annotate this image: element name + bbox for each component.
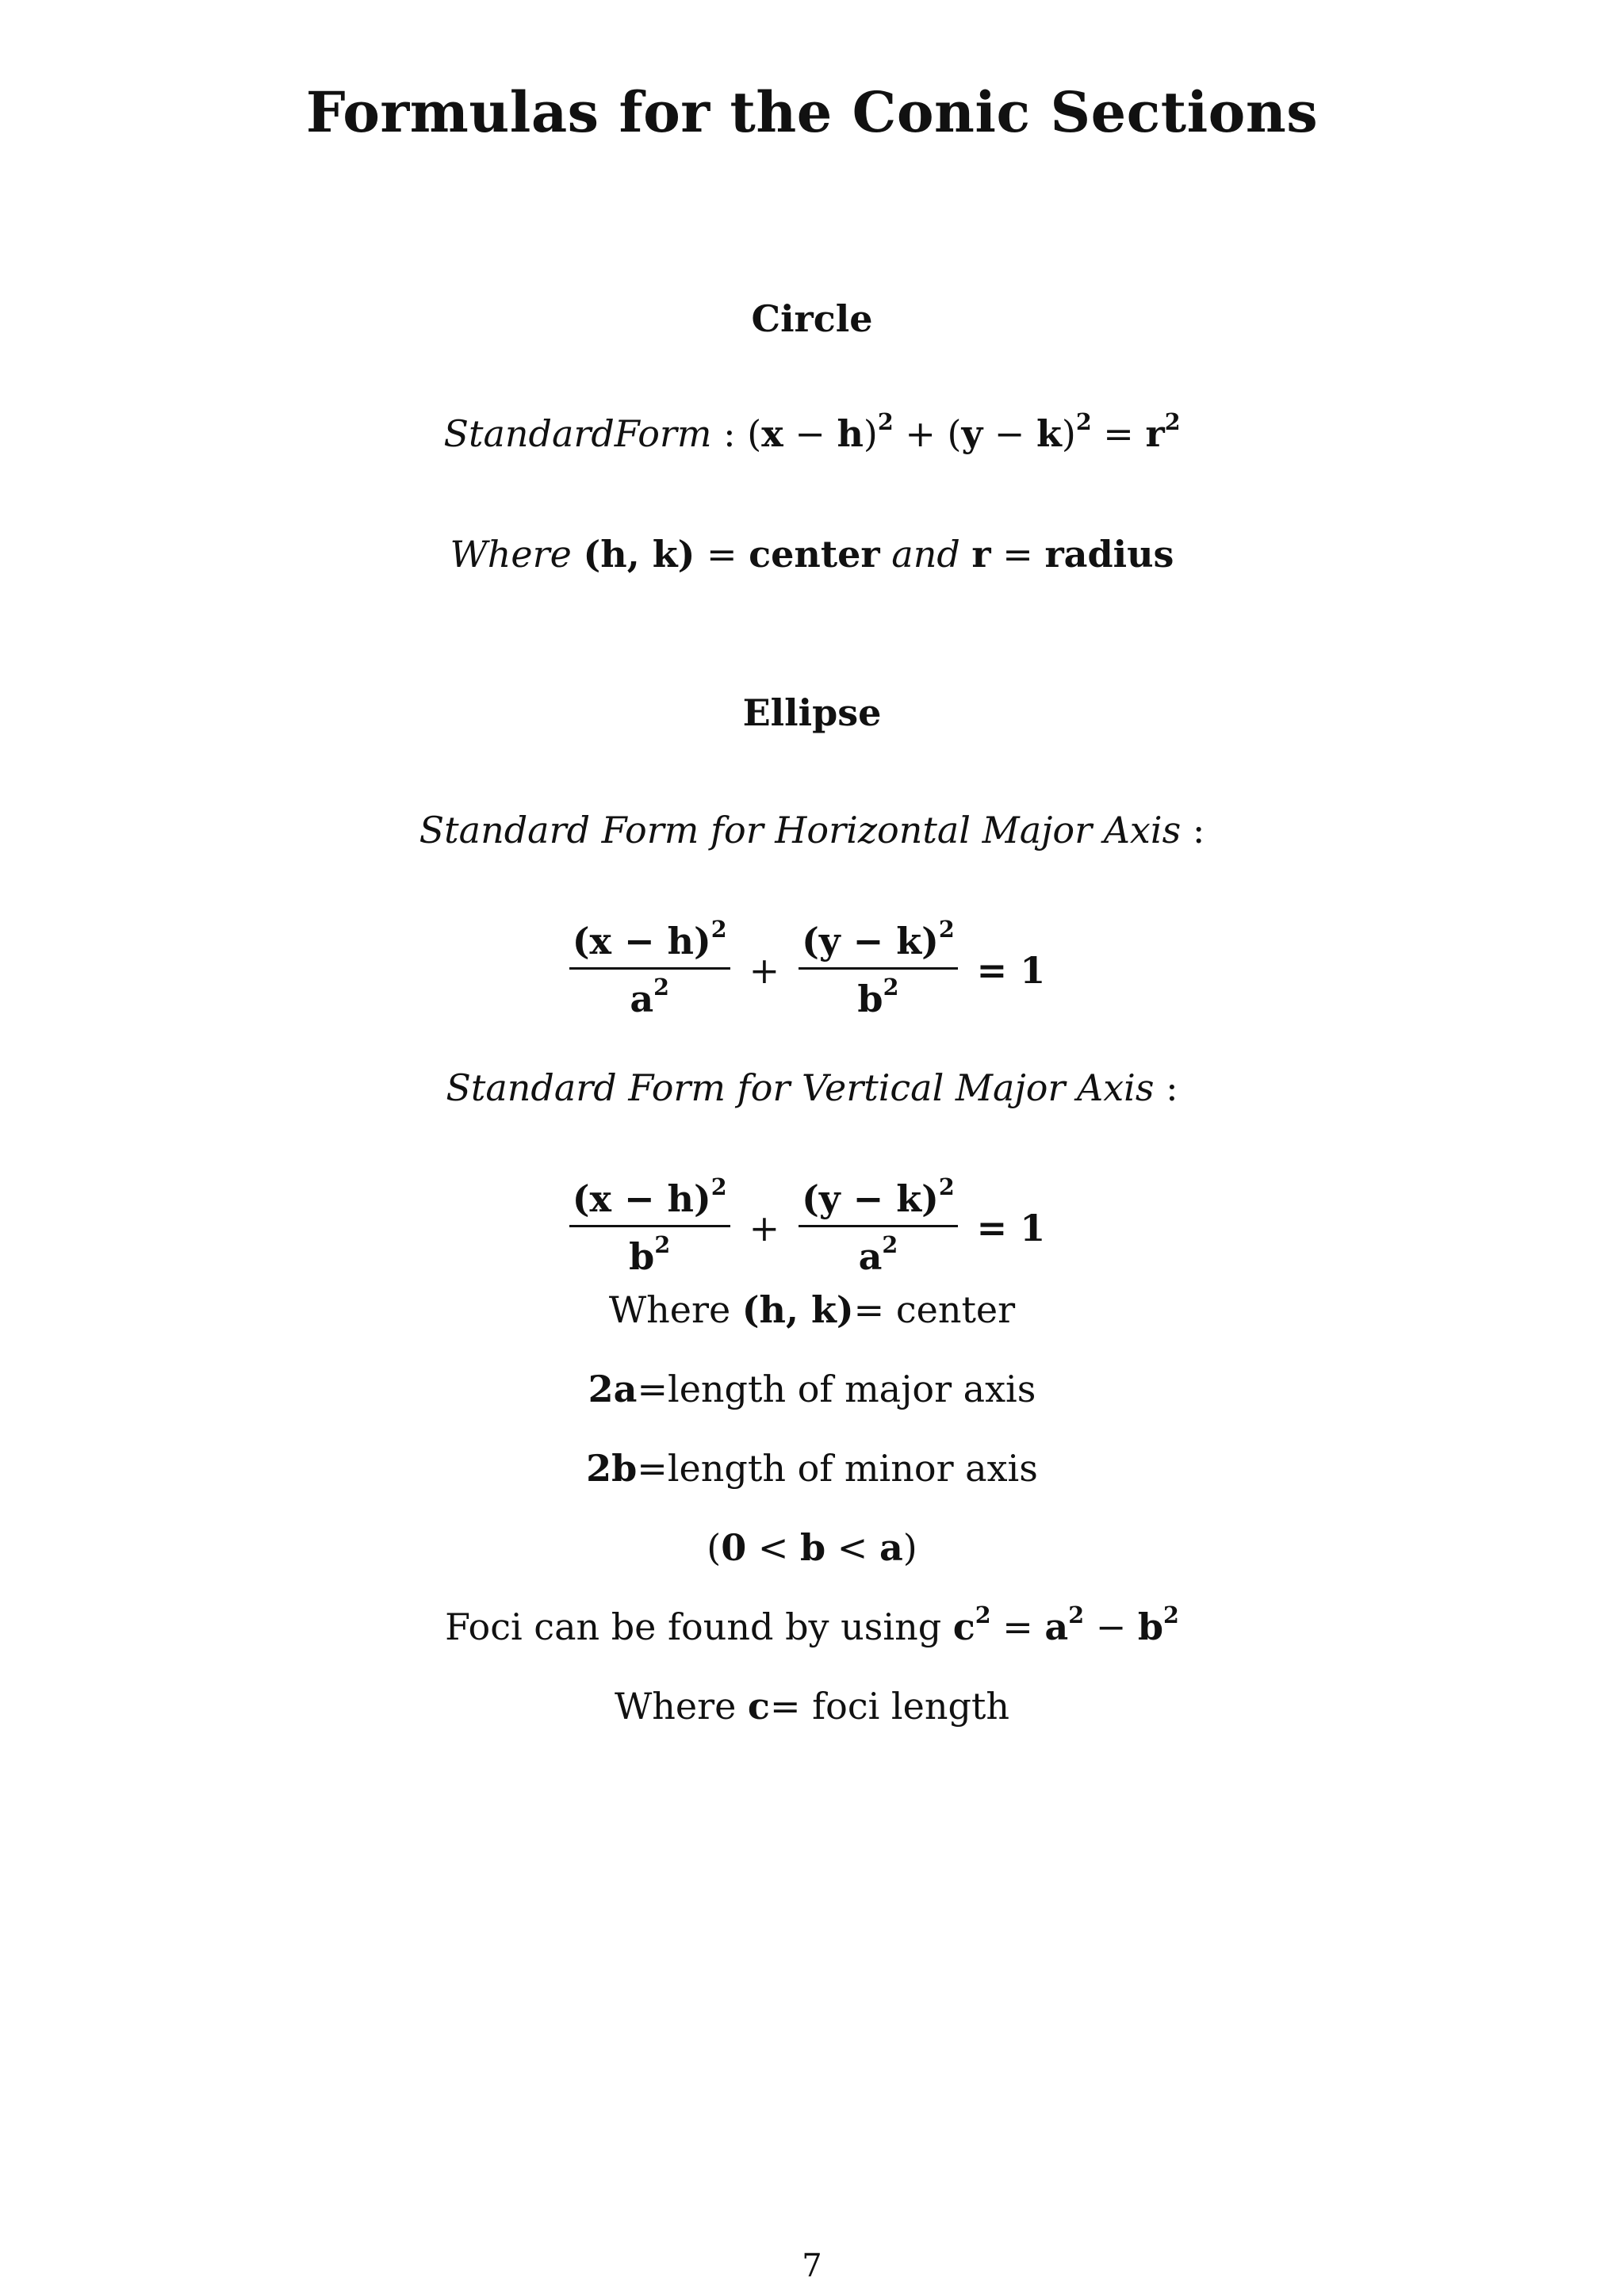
exponent: 2 — [938, 915, 955, 943]
equals: = — [695, 533, 749, 576]
circle-standard-form — [0, 408, 1624, 455]
var-c: c — [952, 1605, 975, 1648]
circle-heading: Circle — [751, 297, 873, 340]
major-symbol: 2a — [588, 1368, 638, 1410]
exponent: 2 — [882, 1230, 898, 1258]
numerator-text: (x − h) — [572, 920, 711, 962]
colon: : — [1192, 809, 1205, 851]
constraint-line — [0, 1526, 1624, 1569]
denominator-text: a — [858, 1235, 883, 1278]
minus: − — [783, 412, 837, 455]
colon: : — [723, 412, 736, 455]
paren: ) — [863, 412, 878, 455]
minor-axis-line — [0, 1447, 1624, 1490]
denominator-text: b — [629, 1235, 655, 1278]
fraction-x — [569, 1173, 730, 1278]
horizontal-ellipse-equation — [0, 915, 1624, 1020]
center-text: = center — [853, 1288, 1016, 1331]
major-text: =length of major axis — [637, 1368, 1036, 1410]
plus: + — [749, 948, 780, 992]
exponent: 2 — [975, 1601, 991, 1628]
exponent: 2 — [1164, 408, 1181, 435]
vertical-label-text: Standard Form for Vertical Major Axis — [446, 1066, 1155, 1109]
var-r: r — [971, 533, 991, 576]
circle-formula — [747, 408, 1181, 455]
numerator — [799, 1173, 958, 1227]
paren: ) — [1061, 412, 1076, 455]
center-pair: (h, k) — [741, 1288, 854, 1331]
foci-line — [0, 1601, 1624, 1648]
standard-form-label: StandardForm — [443, 412, 712, 455]
minus: − — [982, 412, 1036, 455]
zero: 0 — [721, 1526, 747, 1569]
exponent: 2 — [938, 1173, 955, 1200]
paren: ) — [902, 1526, 917, 1569]
plus: + — [749, 1206, 780, 1249]
denominator-text: a — [630, 978, 654, 1020]
exponent: 2 — [653, 973, 669, 1001]
center-pair: (h, k) — [583, 533, 695, 576]
var-x: x — [761, 412, 783, 455]
and-word: and — [891, 533, 960, 576]
numerator — [569, 915, 730, 970]
where-word: Where — [608, 1288, 742, 1331]
equals-one: = 1 — [976, 1206, 1046, 1249]
exponent: 2 — [710, 915, 727, 943]
circle-where — [0, 533, 1624, 576]
vertical-ellipse-equation — [0, 1173, 1624, 1278]
horizontal-label-text: Standard Form for Horizontal Major Axis — [419, 809, 1182, 851]
less-than: < — [746, 1526, 801, 1569]
fraction-y — [799, 1173, 958, 1278]
major-axis-line — [0, 1368, 1624, 1410]
less-than: < — [825, 1526, 879, 1569]
exponent: 2 — [883, 973, 899, 1001]
var-h: h — [837, 412, 864, 455]
var-b: b — [1137, 1605, 1164, 1648]
exponent: 2 — [877, 408, 894, 435]
radius-word: radius — [1044, 533, 1174, 576]
var-c: c — [747, 1685, 770, 1728]
paren: ( — [747, 412, 762, 455]
plus: + — [893, 412, 948, 455]
equals: = — [990, 533, 1045, 576]
var-a: a — [879, 1526, 903, 1569]
var-y: y — [961, 412, 983, 455]
exponent: 2 — [1068, 1601, 1085, 1628]
exponent: 2 — [654, 1230, 671, 1258]
equals: = — [990, 1605, 1045, 1648]
denominator-text: b — [857, 978, 883, 1020]
minus: − — [1084, 1605, 1138, 1648]
denominator — [854, 970, 902, 1020]
denominator — [856, 1227, 902, 1278]
foci-length-text: = foci length — [769, 1685, 1010, 1728]
exponent: 2 — [1075, 408, 1092, 435]
vertical-axis-label — [0, 1066, 1624, 1109]
where-word: Where — [450, 533, 572, 576]
colon: : — [1166, 1066, 1178, 1109]
ellipse-where-center — [0, 1288, 1624, 1331]
horizontal-axis-label — [0, 809, 1624, 851]
var-a: a — [1044, 1605, 1069, 1648]
var-k: k — [1036, 412, 1062, 455]
where-foci-line — [0, 1685, 1624, 1728]
center-word: center — [749, 533, 880, 576]
paren: ( — [707, 1526, 722, 1569]
foci-text: Foci can be found by using — [445, 1605, 953, 1648]
exponent: 2 — [710, 1173, 727, 1200]
var-r: r — [1145, 412, 1165, 455]
var-b: b — [800, 1526, 826, 1569]
page-number: 7 — [802, 2248, 822, 2284]
paren: ( — [947, 412, 962, 455]
ellipse-heading: Ellipse — [742, 691, 882, 734]
fraction-x — [569, 915, 730, 1020]
where-word: Where — [614, 1685, 748, 1728]
exponent: 2 — [1163, 1601, 1179, 1628]
minor-symbol: 2b — [586, 1447, 638, 1490]
numerator — [569, 1173, 730, 1227]
equals: = — [1091, 412, 1146, 455]
fraction-y — [799, 915, 958, 1020]
equals-one: = 1 — [976, 948, 1046, 992]
denominator — [626, 1227, 673, 1278]
numerator-text: (x − h) — [572, 1177, 711, 1220]
numerator — [799, 915, 958, 970]
numerator-text: (y − k) — [802, 920, 939, 962]
numerator-text: (y − k) — [802, 1177, 939, 1220]
page-title: Formulas for the Conic Sections — [305, 79, 1319, 145]
denominator — [626, 970, 672, 1020]
minor-text: =length of minor axis — [637, 1447, 1038, 1490]
